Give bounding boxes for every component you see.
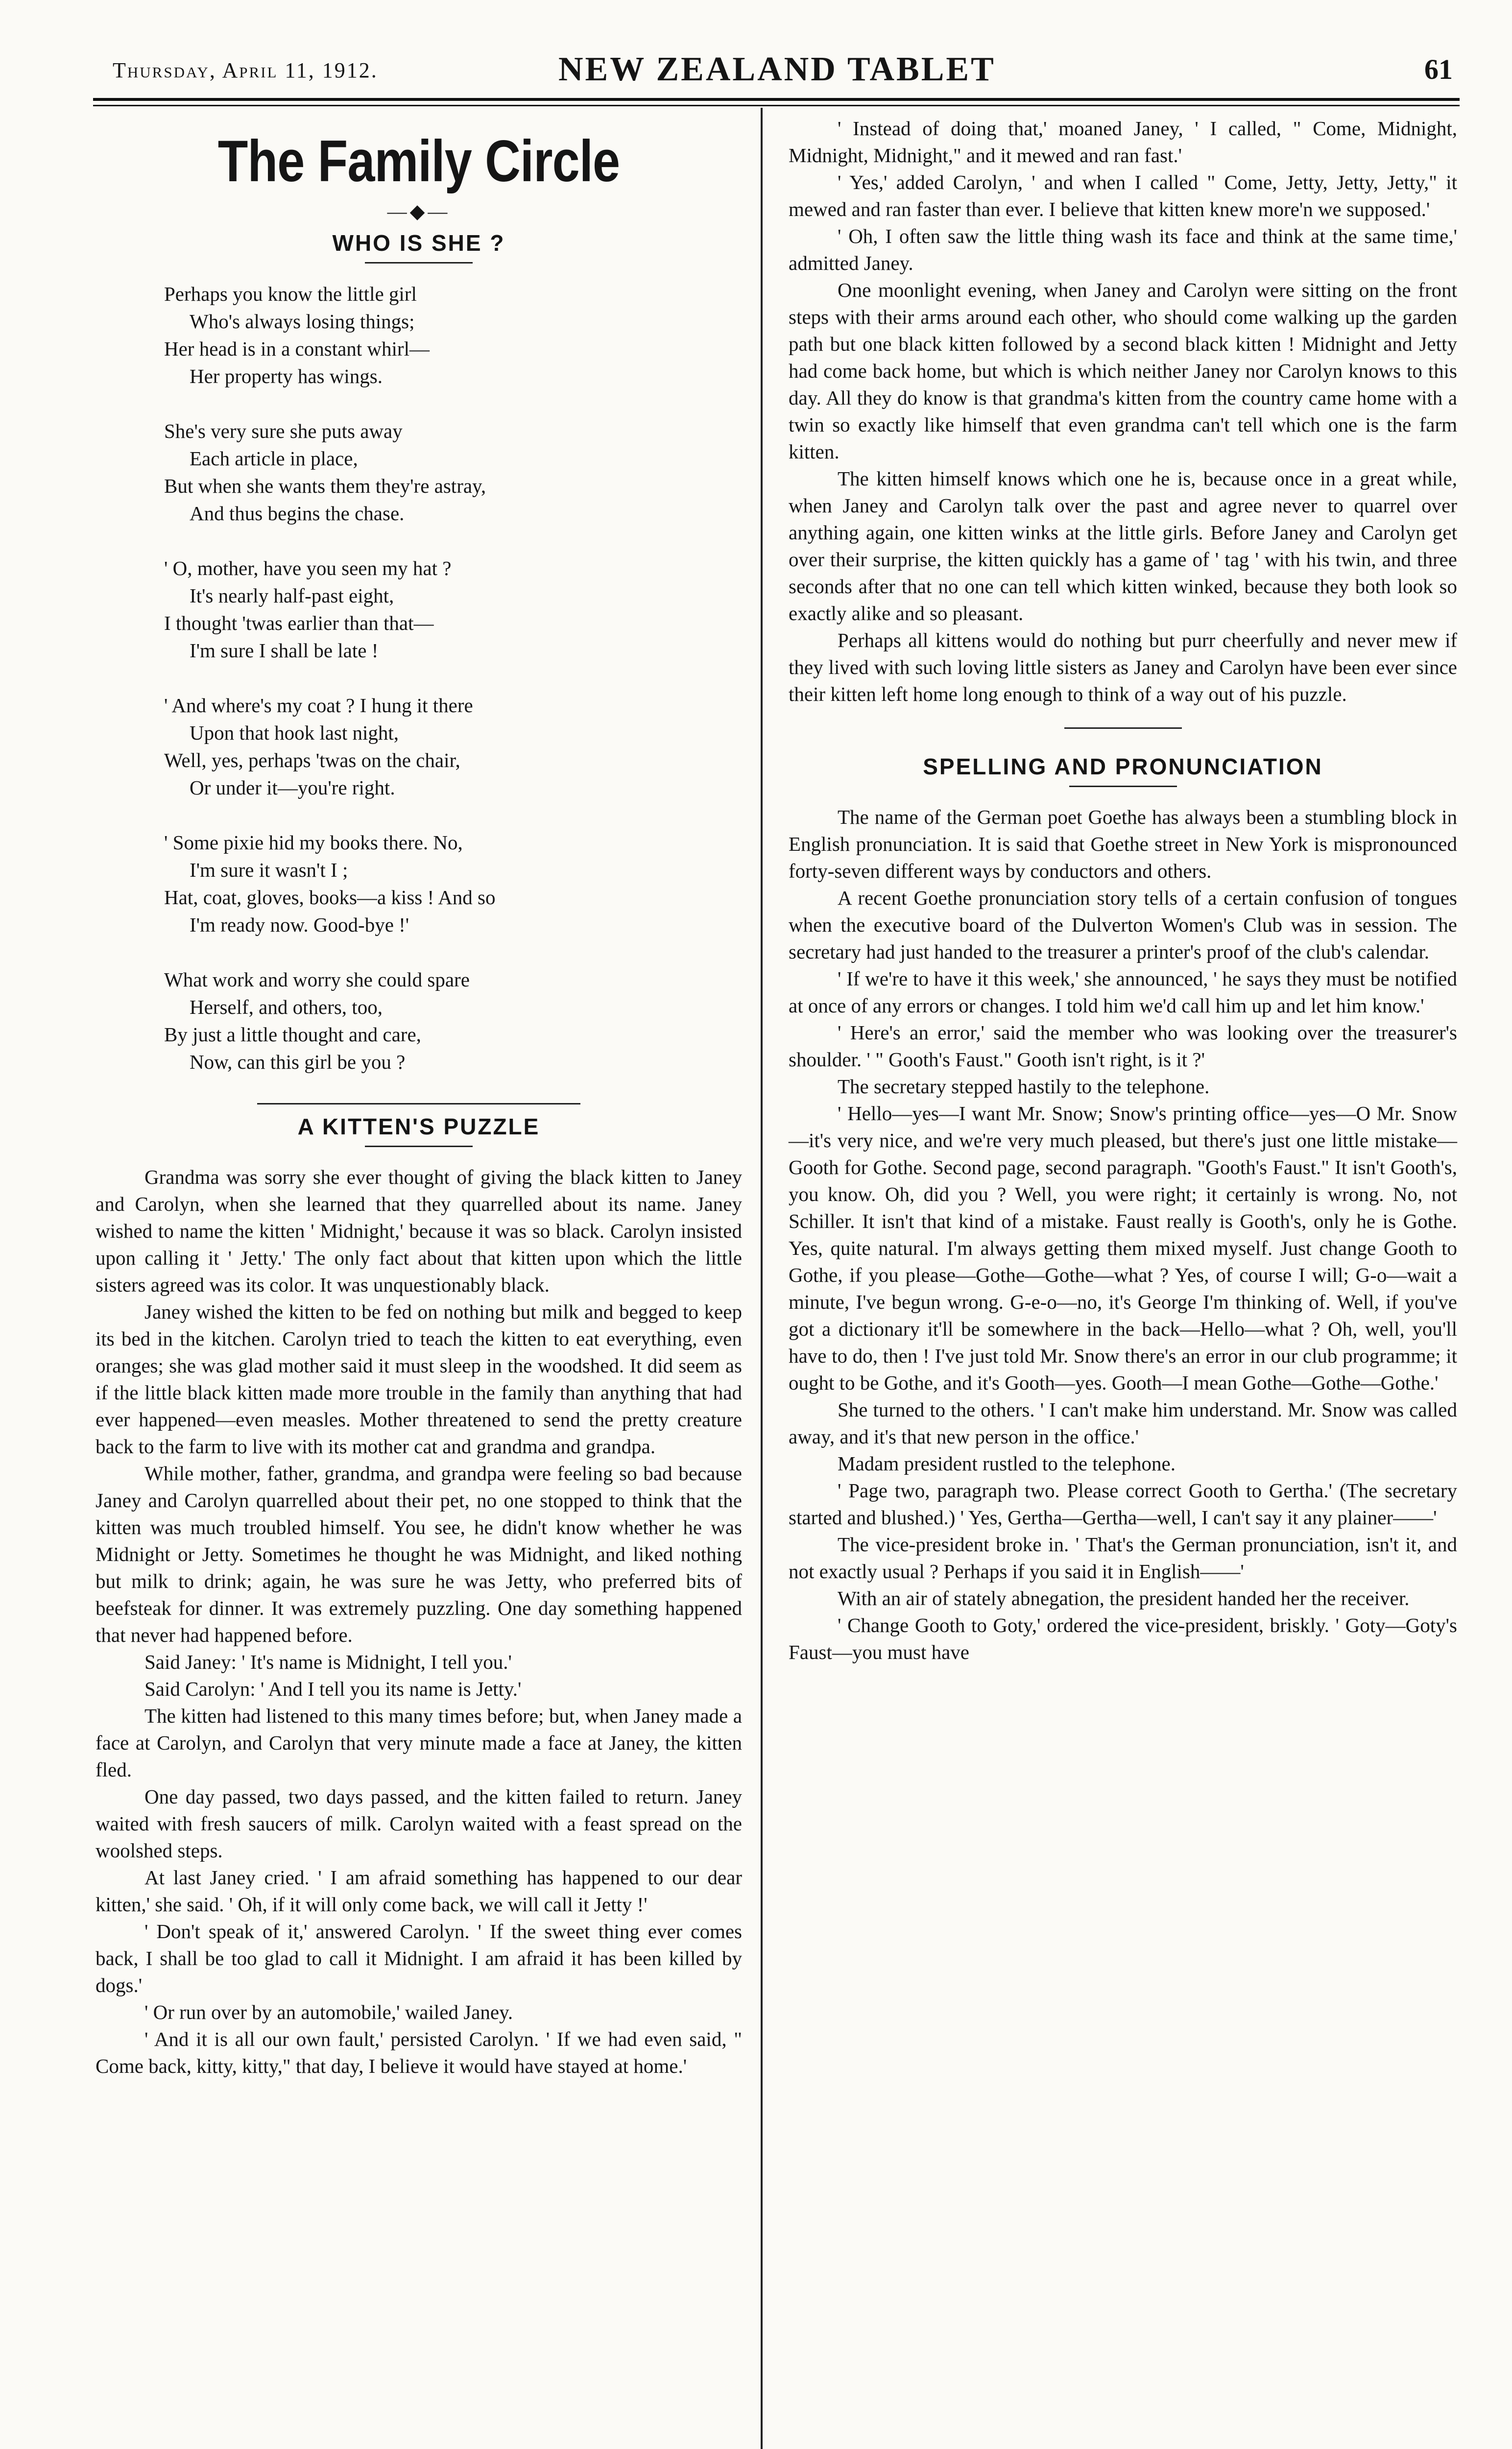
poem-heading: WHO IS SHE ? xyxy=(332,230,505,256)
heading-rule xyxy=(1069,786,1177,787)
poem-line: Now, can this girl be you ? xyxy=(190,1051,406,1073)
paragraph: One day passed, two days passed, and the kitten failed to return. Janey waited with fresh saucers of milk. Carolyn waited with a feast spread on the woolshed steps. xyxy=(96,1785,742,1862)
paragraph: The kitten had listened to this many times before; but, when Janey made a face at Carolyn, and Carolyn that very minute made a face at Janey, the kitten fled. xyxy=(96,1705,742,1781)
page-number: 61 xyxy=(1424,53,1453,85)
poem-line: Hat, coat, gloves, books—a kiss ! And so xyxy=(164,886,496,909)
paragraph: ' Hello—yes—I want Mr. Snow; Snow's printing office—yes—O Mr. Snow—it's very nice, and we're very much pleased, but there's just one little mistake—Gooth for Gothe. Second page, second paragraph. "Gooth's Faust." It isn't Gooth's, you know. Oh, did you ? Well, you were right; it certainly is wrong. No, not Schiller. It isn't that kind of a mistake. Faust really is Gooth's, only he is Gothe. Yes, quite natural. I'm always getting them mixed myself. Just change Gooth to Gothe, if you please—Gothe—Gothe—what ? Yes, of course I will; G-o—wait a minute, I've begun wrong. G-e-o—no, it's George I'm thinking of. Well, if you've got a dictionary it'll be somewhere in the back—Hello—what ? Oh, well, you'll have to do, then ! I've just told Mr. Snow there's an error in our club programme; it ought to be Gothe, and it's Gooth—yes. Gooth—I mean Gothe—Gothe—Gothe.' xyxy=(789,1102,1457,1394)
heading-rule xyxy=(365,1146,473,1147)
paragraph: A recent Goethe pronunciation story tells of a certain confusion of tongues when the executive board of the Dulverton Women's Club was in session. The secretary had just handed to the treasurer a printer's proof of the club's calendar. xyxy=(789,887,1457,963)
paragraph: The secretary stepped hastily to the telephone. xyxy=(838,1075,1210,1098)
poem-line: I'm sure it wasn't I ; xyxy=(190,859,348,881)
poem-line: ' And where's my coat ? I hung it there xyxy=(164,694,473,717)
poem-stanza xyxy=(164,829,742,938)
poem-stanza xyxy=(164,692,742,801)
kitten-story-continued xyxy=(789,115,1457,708)
paragraph: ' Page two, paragraph two. Please correct Gooth to Gertha.' (The secretary started and blushed.) ' Yes, Gertha—Gertha—well, I can't say it any plainer——' xyxy=(789,1479,1457,1529)
publication-title: NEW ZEALAND TABLET xyxy=(558,50,996,88)
page-header xyxy=(93,50,1460,97)
story-heading: A KITTEN'S PUZZLE xyxy=(297,1114,540,1139)
poem-line: Her property has wings. xyxy=(190,365,383,387)
paragraph: Perhaps all kittens would do nothing but purr cheerfully and never mew if they lived with such loving little sisters as Janey and Carolyn have been ever since their kitten left home long enough to think of a way out of his puzzle. xyxy=(789,629,1457,705)
kitten-story xyxy=(96,1164,742,2080)
section-title: The Family Circle xyxy=(217,128,620,194)
poem-line: By just a little thought and care, xyxy=(164,1023,421,1046)
poem xyxy=(164,280,742,1076)
paragraph: She turned to the others. ' I can't make him understand. Mr. Snow was called away, and it's that new person in the office.' xyxy=(789,1398,1457,1448)
paragraph: ' Instead of doing that,' moaned Janey, ' I called, " Come, Midnight, Midnight, Midnight," and it mewed and ran fast.' xyxy=(789,117,1457,167)
poem-line: I thought 'twas earlier than that— xyxy=(164,612,434,634)
poem-line: Her head is in a constant whirl— xyxy=(164,337,430,360)
paragraph: ' If we're to have it this week,' she announced, ' he says they must be notified at once of any errors or changes. I told him we'd call him up and let him know.' xyxy=(789,967,1457,1017)
spelling-heading: SPELLING AND PRONUNCIATION xyxy=(923,754,1323,779)
paragraph: Said Carolyn: ' And I tell you its name is Jetty.' xyxy=(144,1678,522,1700)
left-column xyxy=(96,115,742,2080)
poem-stanza xyxy=(164,966,742,1076)
poem-line: Herself, and others, too, xyxy=(190,996,383,1018)
paragraph: The name of the German poet Goethe has always been a stumbling block in English pronunciation. It is said that Goethe street in New York is mispronounced forty-seven different ways by conductors and others. xyxy=(789,806,1457,882)
poem-line: ' O, mother, have you seen my hat ? xyxy=(164,557,452,579)
header-rule xyxy=(93,98,1460,101)
paragraph: While mother, father, grandma, and grandpa were feeling so bad because Janey and Carolyn quarrelled about their pet, no one stopped to think that the kitten was much troubled himself. You see, he didn't know whether he was Midnight or Jetty. Sometimes he thought he was Midnight, and liked nothing but milk to drink; again, he was sure he was Jetty, who preferred bits of beefsteak for dinner. It was extremely puzzling. One day something happened that never had happened before. xyxy=(96,1462,742,1646)
poem-line: ' Some pixie hid my books there. No, xyxy=(164,831,463,854)
right-column xyxy=(789,115,1457,1666)
poem-stanza xyxy=(164,554,742,664)
spelling-article xyxy=(789,804,1457,1666)
paragraph: ' Change Gooth to Goty,' ordered the vice-president, briskly. ' Goty—Goty's Faust—you must have xyxy=(789,1614,1457,1663)
paragraph: Grandma was sorry she ever thought of giving the black kitten to Janey and Carolyn, when she learned that they quarrelled about its name. Janey wished to name the kitten ' Midnight,' because it was so black. Carolyn insisted upon calling it ' Jetty.' The only fact about that kitten upon which the little sisters agreed was its color. It was unquestionably black. xyxy=(96,1166,742,1296)
poem-line: Upon that hook last night, xyxy=(190,721,399,744)
poem-stanza xyxy=(164,417,742,527)
poem-line: I'm ready now. Good-bye !' xyxy=(190,913,409,936)
poem-line: Each article in place, xyxy=(190,447,358,470)
paragraph: The kitten himself knows which one he is, because once in a great while, when Janey and Carolyn talk over the past and agree never to quarrel over anything again, one kitten winks at the little girls. Before Janey and Carolyn get over their surprise, the kitten quickly has a game of ' tag ' with his twin, and three seconds after that no one can tell which kitten winked, because they both look so exactly alike and so pleasant. xyxy=(789,467,1457,624)
section-separator xyxy=(257,1103,580,1104)
paragraph: ' And it is all our own fault,' persisted Carolyn. ' If we had even said, " Come back, kitty, kitty," that day, I believe it would have stayed at home.' xyxy=(96,2028,742,2077)
issue-date: Thursday, April 11, 1912. xyxy=(113,58,378,82)
paragraph: ' Oh, I often saw the little thing wash its face and think at the same time,' admitted Janey. xyxy=(789,225,1457,274)
paragraph: ' Here's an error,' said the member who was looking over the treasurer's shoulder. ' " Gooth's Faust." Gooth isn't right, is it ?' xyxy=(789,1021,1457,1071)
header-rule-thin xyxy=(93,105,1460,106)
poem-stanza xyxy=(164,280,742,390)
poem-line: I'm sure I shall be late ! xyxy=(190,639,379,662)
poem-line: Who's always losing things; xyxy=(190,310,415,333)
poem-line: But when she wants them they're astray, xyxy=(164,475,486,497)
paragraph: With an air of stately abnegation, the president handed her the receiver. xyxy=(838,1587,1410,1609)
column-divider xyxy=(761,108,763,2449)
poem-line: She's very sure she puts away xyxy=(164,420,403,442)
paragraph: One moonlight evening, when Janey and Carolyn were sitting on the front steps with their arms around each other, who should come walking up the garden path but one black kitten followed by a second black kitten ! Midnight and Jetty had come back home, but which is which neither Janey nor Carolyn knows to this day. All they do know is that grandma's kitten from the country came home with a twin so exactly like himself that even grandma can't tell which one is the farm kitten. xyxy=(789,279,1457,463)
heading-rule xyxy=(365,262,473,264)
poem-line: Well, yes, perhaps 'twas on the chair, xyxy=(164,749,460,771)
paragraph: Said Janey: ' It's name is Midnight, I tell you.' xyxy=(144,1651,512,1673)
title-ornament: —◆— xyxy=(387,200,451,222)
paragraph: Madam president rustled to the telephone. xyxy=(838,1452,1176,1475)
poem-line: Perhaps you know the little girl xyxy=(164,283,417,305)
poem-line: And thus begins the chase. xyxy=(190,502,405,525)
poem-line: It's nearly half-past eight, xyxy=(190,584,394,607)
paragraph: The vice-president broke in. ' That's the German pronunciation, isn't it, and not exactly usual ? Perhaps if you said it in English——' xyxy=(789,1533,1457,1583)
story-end-rule xyxy=(1064,727,1182,729)
paragraph: ' Don't speak of it,' answered Carolyn. ' If the sweet thing ever comes back, I shall be too glad to call it Midnight. I am afraid it has been killed by dogs.' xyxy=(96,1920,742,1996)
paragraph: At last Janey cried. ' I am afraid something has happened to our dear kitten,' she said. ' Oh, if it will only come back, we will call it Jetty !' xyxy=(96,1866,742,1916)
poem-line: Or under it—you're right. xyxy=(190,776,395,799)
poem-line: What work and worry she could spare xyxy=(164,968,470,991)
paragraph: ' Yes,' added Carolyn, ' and when I called " Come, Jetty, Jetty, Jetty," it mewed and ran faster than ever. I believe that kitten knew more'n we supposed.' xyxy=(789,171,1457,220)
paragraph: ' Or run over by an automobile,' wailed Janey. xyxy=(144,2001,513,2023)
paragraph: Janey wished the kitten to be fed on nothing but milk and begged to keep its bed in the kitchen. Carolyn tried to teach the kitten to eat everything, even oranges; she was glad mother said it must sleep in the woodshed. It did seem as if the little black kitten made more trouble in the family than anything that had ever happened—even measles. Mother threatened to send the pretty creature back to the farm to live with its mother cat and grandma and grandpa. xyxy=(96,1300,742,1458)
